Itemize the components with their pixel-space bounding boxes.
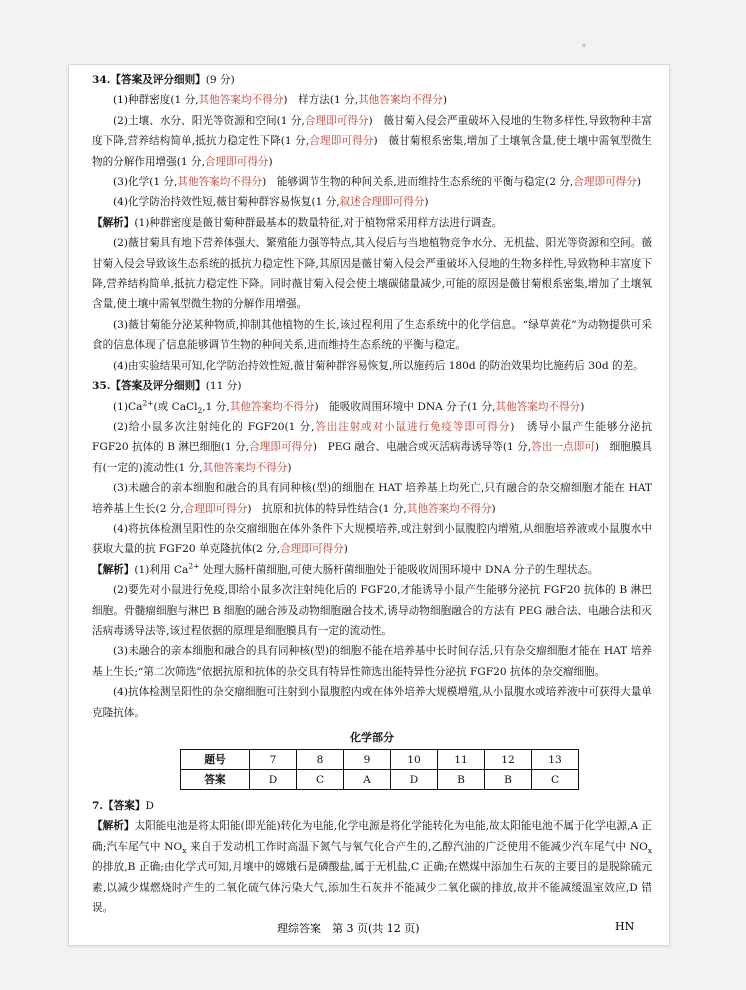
q7-heading (92, 796, 652, 816)
grading-note: 答出一点即可 (531, 441, 595, 454)
analysis-label: 【解析】 (92, 216, 135, 229)
row-label-question: 题号 (181, 750, 250, 770)
q34-answer-4 (92, 192, 652, 212)
question-cell: 12 (485, 750, 532, 770)
text: 处理大肠杆菌细胞,可使大肠杆菌细胞处于能吸收周围环境中 DNA 分子的生理状态。 (199, 563, 599, 576)
q34-score: (9 分) (205, 74, 235, 86)
grading-note: 合理即可得分 (573, 176, 637, 189)
answer-row (181, 770, 579, 790)
text: ) 薇甘菊入侵会严重破坏入侵地的生物多样性,导致物种丰富度下降,营养结构简单,抵抗力稳定性下降(1 分, (92, 114, 652, 148)
text: (1)种群密度(1 分, (113, 94, 199, 107)
text: (1)种群密度是薇甘菊种群最基本的数量特征,对于植物常采用样方法进行调查。 (134, 216, 503, 229)
text: ) (580, 400, 585, 413)
grading-note: 合理即可得分 (309, 135, 374, 148)
grading-note: 其他答案均不得分 (358, 94, 443, 107)
q35-answer-3 (92, 478, 652, 519)
grading-note: 其他答案均不得分 (198, 94, 284, 107)
analysis-label: 【解析】 (92, 820, 135, 833)
subscript: x (182, 845, 187, 855)
answer-cell: B (485, 770, 532, 790)
question-cell: 13 (532, 750, 579, 770)
grading-note: 合理即可得分 (183, 502, 248, 515)
answer-cell: D (250, 770, 297, 790)
question-cell: 11 (438, 750, 485, 770)
question-cell: 10 (391, 750, 438, 770)
answer-cell: C (297, 770, 344, 790)
text: (3)化学(1 分, (113, 176, 178, 189)
text: (1)Ca (113, 400, 143, 413)
q35-analysis-1 (92, 560, 652, 580)
question-cell: 7 (250, 750, 297, 770)
text: 太阳能电池是将太阳能(即光能)转化为电能,化学电源是将化学能转化为电能,故太阳能电池不属于化学电源,A 正确;汽车尾气中 NO (92, 820, 653, 853)
grading-note: 合理即可得分 (204, 155, 269, 168)
answer-cell: D (391, 770, 438, 790)
q34-answer-1 (92, 90, 652, 110)
text: ) 抗原和抗体的特异性结合(1 分, (247, 502, 407, 515)
text: (2)土壤、水分、阳光等资源和空间(1 分, (113, 114, 305, 127)
subscript: x (647, 845, 653, 855)
grading-note: 合理即可得分 (304, 114, 369, 127)
q7-head: 7.【答案】 (92, 800, 146, 812)
grading-note: 其他答案均不得分 (406, 502, 492, 515)
text: ) (287, 461, 292, 474)
grading-note: 合理即可得分 (280, 543, 344, 556)
q35-answer-1 (92, 397, 652, 417)
analysis-label: 【解析】 (92, 563, 135, 576)
grading-note: 答出注射或对小鼠进行免疫等即可得分 (314, 420, 511, 433)
chem-answer-table (180, 749, 579, 790)
q35-answer-2 (92, 417, 652, 478)
q35-analysis-3: (3)未融合的亲本细胞和融合的具有同种核(型)的细胞不能在培养基中长时间存活,只有杂交瘤细胞才能在 HAT 培养基上生长;“第二次筛选”依据抗原和抗体的杂交具有特异性筛选出能特异性分泌抗 FGF20 抗体的杂交瘤细胞。 (92, 645, 652, 678)
q7-answer: D (145, 800, 154, 812)
grading-note: 合理即可得分 (249, 441, 313, 454)
text: ) 能够调节生物的种间关系,进而维持生态系统的平衡与稳定(2 分, (262, 176, 574, 189)
answer-cell: C (532, 770, 579, 790)
q35-score: (11 分) (205, 380, 242, 393)
q34-analysis-4: (4)由实验结果可知,化学防治持效性短,薇甘菊种群容易恢复,所以施药后 180d 的防治效果均比施药后 30d 的差。 (113, 359, 644, 372)
q34-head: 34.【答案及评分细则】 (92, 74, 206, 86)
grading-note: 其他答案均不得分 (202, 461, 288, 474)
grading-note: 其他答案均不得分 (495, 400, 581, 413)
text: ) (268, 155, 273, 168)
text: ,1 分, (202, 400, 230, 413)
text: ) 细胞膜具有(一定的)流动性(1 分, (92, 441, 653, 474)
text: ) 薇甘菊根系密集,增加了土壤氧含量,使土壤中需氧型微生物的分解作用增强(1 分, (92, 135, 653, 168)
q34-analysis-2: (2)薇甘菊具有地下营养体强大、繁殖能力强等特点,其入侵后与当地植物竞争水分、无机盐、阳光等资源和空间。薇甘菊入侵会导致该生态系统的抵抗力稳定性下降,其原因是薇甘菊入侵会严重破坏入侵地的生物多样性,导致物种丰富度下降,营养结构简单,抵抗力稳定性下降。同时薇甘菊入侵会使土壤碳储量减少,可能的原因是薇甘菊根系密集,增加了土壤氧含量,使土壤中需氧型微生物的分解作用增强。 (92, 237, 652, 311)
q35-head: 35.【答案及评分细则】 (92, 380, 206, 393)
answer-cell: B (438, 770, 485, 790)
question-row (181, 750, 579, 770)
chem-section-title: 化学部分 (350, 731, 394, 744)
answer-page (92, 70, 652, 918)
text: (2)给小鼠多次注射纯化的 FGF20(1 分, (113, 420, 315, 433)
text: (1)利用 Ca (134, 563, 189, 576)
question-cell: 8 (297, 750, 344, 770)
grading-note: 叙述合理即可得分 (339, 196, 425, 209)
text: ) 能吸收周围环境中 DNA 分子(1 分, (314, 400, 496, 413)
superscript: 2+ (142, 397, 154, 407)
row-label-answer: 答案 (181, 770, 250, 790)
edge-mark: 。 (582, 38, 592, 49)
grading-note: 其他答案均不得分 (177, 176, 263, 189)
text: (4)化学防治持效性短,薇甘菊种群容易恢复(1 分, (113, 196, 340, 209)
text: ) 诱导小鼠产生能够分泌抗 FGF20 抗体的 B 淋巴细胞(1 分, (92, 420, 653, 454)
text: (4)将抗体检测呈阳性的杂交瘤细胞在体外条件下大规模培养,或注射到小鼠腹腔内增殖,从细胞培养液或小鼠腹水中获取大量的抗 FGF20 单克隆抗体(2 分, (92, 522, 652, 556)
footer-region-code: HN (615, 920, 635, 933)
text: ) (636, 176, 641, 189)
text: (或 CaCl (153, 400, 198, 413)
superscript: 2+ (188, 561, 200, 571)
q35-analysis-2: (2)要先对小鼠进行免疫,即给小鼠多次注射纯化后的 FGF20,才能诱导小鼠产生能够分泌抗 FGF20 抗体的 B 淋巴细胞。骨髓瘤细胞与淋巴 B 细胞的融合涉及动物细胞融合技术,诱导动物细胞融合的方法有 PEG 融合法、电融合法和灭活病毒诱导法等,该过程依据的原理是细胞膜具有一定的流动性。 (92, 584, 652, 637)
question-cell: 9 (344, 750, 391, 770)
text: ) (442, 94, 447, 107)
text: 来自于发动机工作时高温下氮气与氧气化合产生的,乙醇汽油的广泛使用不能减少汽车尾气中 NO (186, 840, 648, 853)
text: ) (491, 502, 496, 515)
grading-note: 其他答案均不得分 (229, 400, 315, 413)
text: (3)未融合的亲本细胞和融合的具有同种核(型)的细胞在 HAT 培养基上均死亡,只有融合的杂交瘤细胞才能在 HAT 培养基上生长(2 分, (92, 482, 652, 515)
q35-analysis-4: (4)抗体检测呈阳性的杂交瘤细胞可注射到小鼠腹腔内或在体外培养大规模增殖,从小鼠腹水或培养液中可获得大量单克隆抗体。 (92, 686, 652, 719)
q34-analysis-1 (92, 213, 652, 233)
text: ) PEG 融合、电融合或灭活病毒诱导等(1 分, (312, 441, 532, 454)
footer-page-info: 理综答案 第 3 页(共 12 页) (277, 922, 420, 935)
subscript: 2 (197, 405, 203, 415)
q34-analysis-3: (3)薇甘菊能分泌某种物质,抑制其他植物的生长,该过程利用了生态系统中的化学信息。“绿草黄花”为动物提供可采食的信息体现了信息能够调节生物的种间关系,进而维持生态系统的平衡与稳定。 (92, 318, 652, 352)
q7-analysis (92, 816, 652, 918)
q34-heading (92, 70, 652, 90)
text: ) (343, 543, 348, 556)
q34-answer-2 (92, 111, 652, 172)
q35-heading (92, 376, 652, 396)
text: ) (424, 196, 429, 209)
q34-answer-3 (92, 172, 652, 192)
text: 的排放,B 正确;由化学式可知,月壤中的嫦娥石是磷酸盐,属于无机盐,C 正确;在燃煤中添加生石灰的主要目的是脱除硫元素,以减少煤燃烧时产生的二氧化硫气体污染大气,添加生石灰并不能减少二氧化碳的排放,故并不能减缓温室效应,D 错误。 (92, 861, 652, 915)
text: ) 样方法(1 分, (283, 94, 359, 107)
q35-answer-4 (92, 519, 652, 560)
answer-cell: A (344, 770, 391, 790)
